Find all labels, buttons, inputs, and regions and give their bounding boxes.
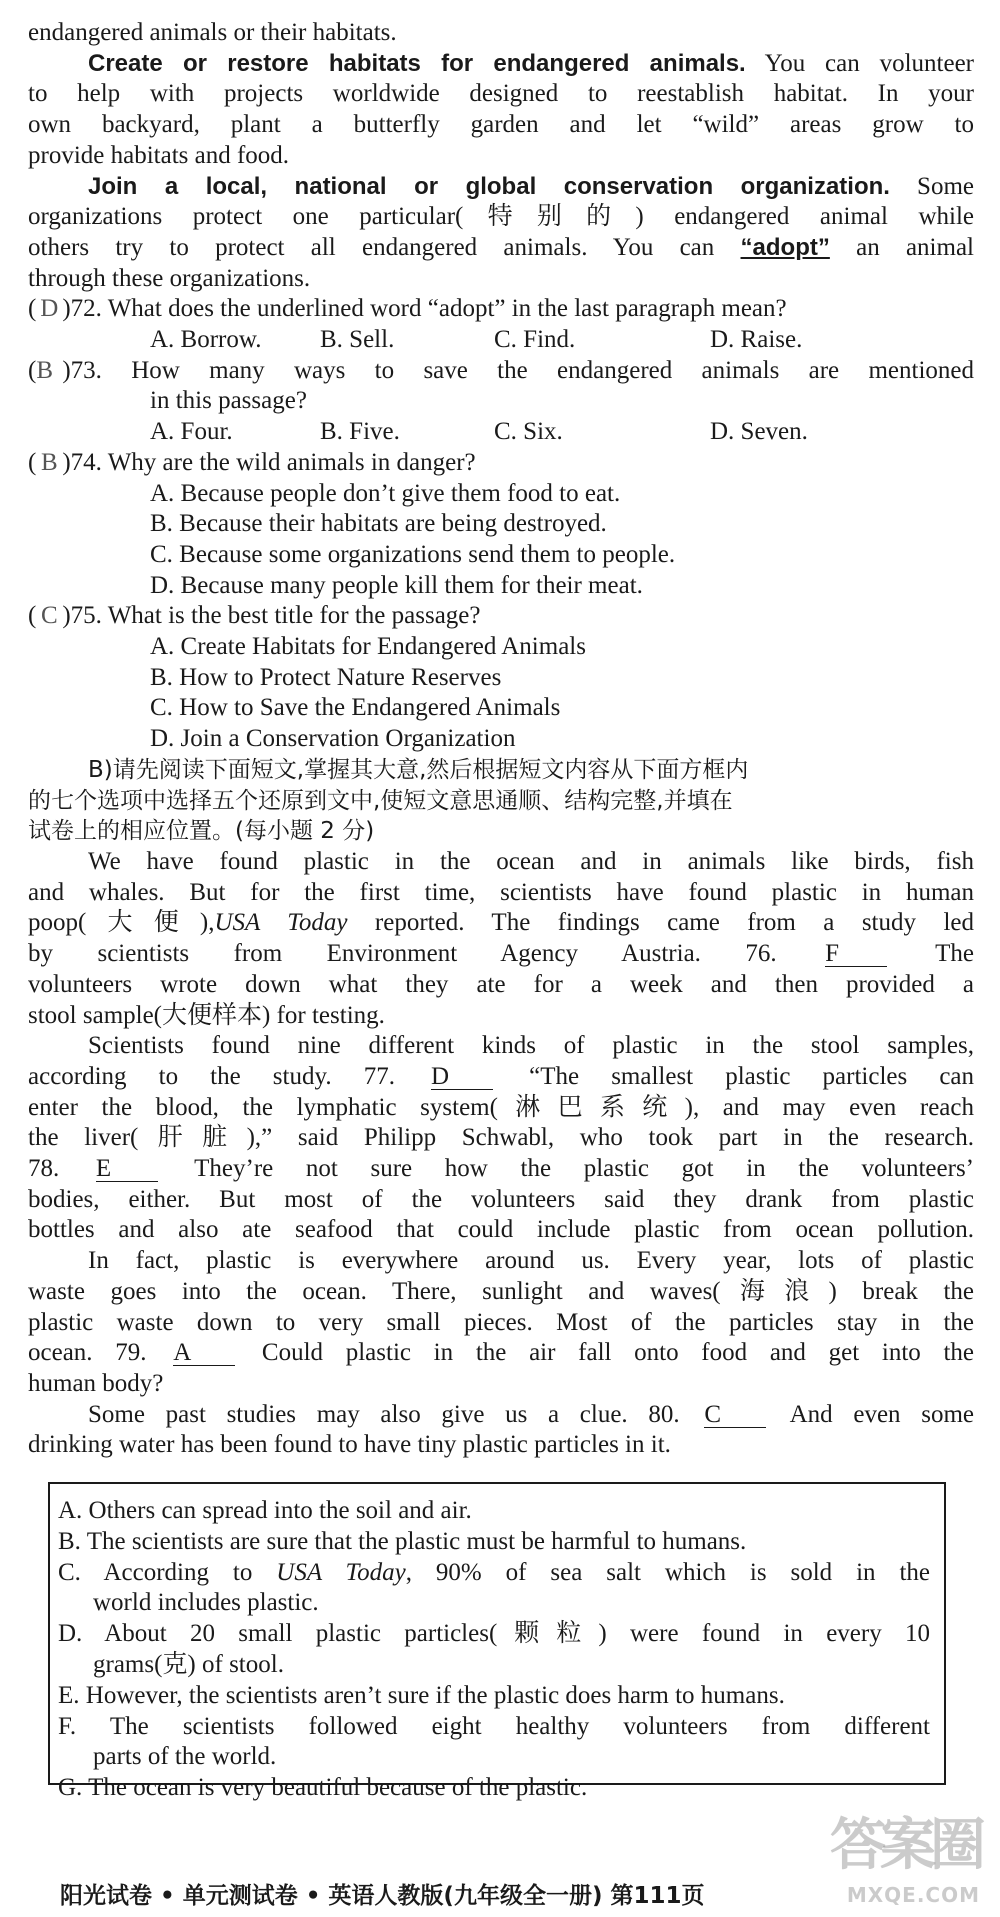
passage-line: Some past studies may also give us a clue. 80. C And even some xyxy=(88,1400,975,1428)
option: D. Join a Conservation Organization xyxy=(150,725,516,753)
passage-line: ocean. 79. A Could plastic in the air fall onto food and get into the xyxy=(28,1339,975,1367)
watermark-url: MXQE.COM xyxy=(846,1883,980,1907)
paragraph-habitats: Create or restore habitats for endangered animals. You can volunteer xyxy=(88,49,974,77)
passage-line: plastic waste down to very small pieces. Most of the particles stay in the xyxy=(28,1308,974,1336)
answer-mark: B xyxy=(36,356,54,384)
passage-line: poop(大便),USA Today reported. The findings came from a study led xyxy=(28,909,974,937)
option: A. Create Habitats for Endangered Animals xyxy=(150,633,586,661)
paragraph-heading: Create or restore habitats for endangered animals. xyxy=(88,49,746,77)
text-line: own backyard, plant a butterfly garden and let “wild” areas grow to xyxy=(28,111,974,139)
text-line: endangered animals or their habitats. xyxy=(28,19,397,46)
section-b-instructions: B)请先阅读下面短文,掌握其大意,然后根据短文内容从下面方框内 xyxy=(88,756,749,783)
box-option-a: A. Others can spread into the soil and air. xyxy=(58,1497,472,1524)
passage-line: enter the blood, the lymphatic system(淋巴系统), and may even reach xyxy=(28,1093,974,1121)
passage-line: bodies, either. But most of the volunteers said they drank from plastic xyxy=(28,1185,974,1213)
option: B. Five. xyxy=(320,418,400,446)
passage-line: according to the study. 77. D “The smallest plastic particles can xyxy=(28,1062,975,1090)
text-line: through these organizations. xyxy=(28,264,311,292)
answer-blank-79: A xyxy=(173,1341,235,1366)
option: A. Borrow. xyxy=(150,326,262,354)
passage-line: by scientists from Environment Agency Austria. 76. F The xyxy=(28,940,974,968)
passage-line: bottles and also ate seafood that could include plastic from ocean pollution. xyxy=(28,1216,974,1244)
answer-blank-76: F xyxy=(825,942,887,967)
question-74: ( B )74. Why are the wild animals in danger? xyxy=(28,448,974,479)
answer-blank-80: C xyxy=(704,1403,766,1428)
answer-mark: C xyxy=(40,602,58,630)
passage-line: 78. E They’re not sure how the plastic got in the volunteers’ xyxy=(28,1155,974,1183)
option: C. Find. xyxy=(494,326,576,354)
page-footer: 阳光试卷 • 单元测试卷 • 英语人教版(九年级全一册) 第111页 xyxy=(60,1883,705,1909)
passage-line: volunteers wrote down what they ate for a week and then provided a xyxy=(28,970,974,998)
option: D. Because many people kill them for their meat. xyxy=(150,571,643,599)
passage-line: We have found plastic in the ocean and in animals like birds, fish xyxy=(88,847,974,875)
option: A. Four. xyxy=(150,418,233,446)
watermark-logo: 答案圈 xyxy=(830,1813,980,1878)
box-option-g: G. The ocean is very beautiful because of the plastic. xyxy=(58,1774,588,1802)
option: B. Because their habitats are being destroyed. xyxy=(150,510,607,538)
options-72 xyxy=(28,325,974,356)
box-option-e: E. However, the scientists aren’t sure if the plastic does harm to humans. xyxy=(58,1681,785,1709)
options-73 xyxy=(28,417,974,448)
box-option-d: D. About 20 small plastic particles(颗粒) were found in every 10 xyxy=(58,1620,930,1648)
text-line: to help with projects worldwide designed to reestablish habitat. In your xyxy=(28,80,974,108)
text-line: provide habitats and food. xyxy=(28,141,290,169)
passage-line: the liver(肝脏),” said Philipp Schwabl, who took part in the research. xyxy=(28,1124,974,1152)
box-option-f: F. The scientists followed eight healthy volunteers from different xyxy=(58,1712,930,1740)
text-line: in this passage? xyxy=(150,387,307,415)
paragraph-heading: Join a local, national or global conservation organization. xyxy=(88,172,890,200)
answer-blank-77: D xyxy=(431,1065,493,1090)
question-72: ( D )72. What does the underlined word “adopt” in the last paragraph mean? xyxy=(28,294,974,325)
passage-line: In fact, plastic is everywhere around us. Every year, lots of plastic xyxy=(88,1247,974,1275)
passage-line: Scientists found nine different kinds of plastic in the stool samples, xyxy=(88,1032,974,1060)
box-option-b: B. The scientists are sure that the plastic must be harmful to humans. xyxy=(58,1527,747,1555)
watermark xyxy=(830,1811,980,1911)
option: B. Sell. xyxy=(320,326,395,354)
section-b-instructions: 的七个选项中选择五个还原到文中,使短文意思通顺、结构完整,并填在 xyxy=(28,787,733,814)
box-option-f-cont: parts of the world. xyxy=(93,1743,277,1771)
answer-blank-78: E xyxy=(96,1157,158,1182)
option: A. Because people don’t give them food to eat. xyxy=(150,479,621,507)
box-option-c-cont: world includes plastic. xyxy=(93,1589,319,1617)
question-73: (B )73. How many ways to save the endangered animals are mentioned xyxy=(28,356,974,387)
passage-line: drinking water has been found to have tiny plastic particles in it. xyxy=(28,1431,671,1459)
option: D. Raise. xyxy=(710,326,803,354)
passage-line: waste goes into the ocean. There, sunlight and waves(海浪) break the xyxy=(28,1277,974,1305)
text-line: others try to protect all endangered animals. You can “adopt” an animal xyxy=(28,233,974,261)
options-box xyxy=(48,1482,946,1802)
box-option-d-cont: grams(克) of stool. xyxy=(93,1650,284,1678)
question-75: ( C )75. What is the best title for the passage? xyxy=(28,601,974,632)
text-line: organizations protect one particular(特别的) endangered animal while xyxy=(28,203,974,231)
passage-line: human body? xyxy=(28,1369,164,1397)
option: C. Six. xyxy=(494,418,563,446)
answer-mark: B xyxy=(40,448,58,476)
passage-line: stool sample(大便样本) for testing. xyxy=(28,1001,385,1029)
box-option-c: C. According to USA Today, 90% of sea salt which is sold in the xyxy=(58,1558,930,1586)
paragraph-organization: Join a local, national or global conservation organization. Some xyxy=(88,172,974,200)
option: C. How to Save the Endangered Animals xyxy=(150,694,561,722)
answer-mark: D xyxy=(40,295,59,323)
option: C. Because some organizations send them to people. xyxy=(150,540,676,568)
option: B. How to Protect Nature Reserves xyxy=(150,663,502,691)
section-b-instructions: 试卷上的相应位置。(每小题 2 分) xyxy=(28,818,375,845)
option: D. Seven. xyxy=(710,418,808,446)
passage-line: and whales. But for the first time, scientists have found plastic in human xyxy=(28,878,974,906)
page-content xyxy=(28,18,974,1461)
underlined-word: “adopt” xyxy=(740,233,830,261)
